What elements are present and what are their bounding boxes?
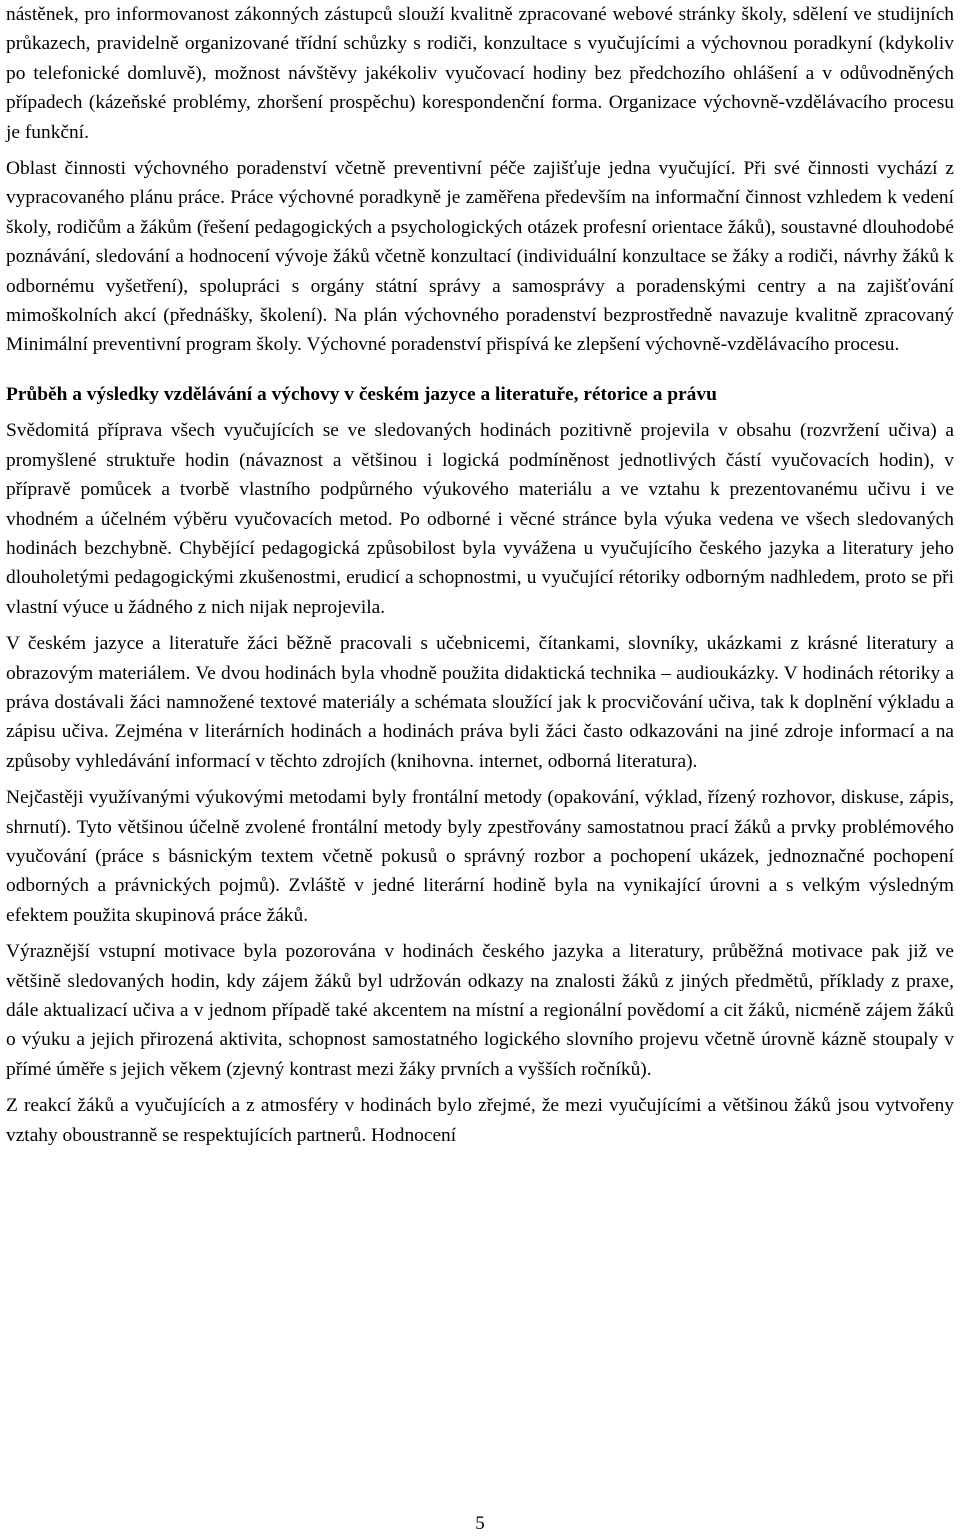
paragraph-counseling: Oblast činnosti výchovného poradenství včetně preventivní péče zajišťuje jedna vyučující. Při své činnosti vychází z vypracovaného plánu práce. Práce výchovné poradkyně je zaměřena především na informační činnost vzhledem k vedení školy, rodičům a žákům (řešení pedagogických a psychologických otázek profesní orientace žáků), soustavné dlouhodobé poznávání, sledování a hodnocení vývoje žáků včetně konzultací (individuální konzultace se žáky a rodiči, návrhy žáků k odbornému vyšetření), spolupráci s orgány státní správy a samosprávy a poradenskými centry a na zajišťování mimoškolních akcí (přednášky, školení). Na plán výchovného poradenství bezprostředně navazuje kvalitně zpracovaný Minimální preventivní program školy. Výchovné poradenství přispívá ke zlepšení výchovně-vzdělávacího procesu.: [6, 158, 954, 356]
paragraph-school-communication: nástěnek, pro informovanost zákonných zástupců slouží kvalitně zpracované webové stránky školy, sdělení ve studijních průkazech, pravidelně organizované třídní schůzky s rodiči, konzultace s vyučujícími a výchovnou poradkyní (kdykoliv po telefonické domluvě), možnost návštěvy jakékoliv vyučovací hodiny bez předchozího ohlášení a v odůvodněných případech (kázeňské problémy, zhoršení prospěchu) korespondenční forma. Organizace výchovně-vzdělávacího procesu je funkční.: [6, 4, 954, 143]
paragraph-motivation: Výraznější vstupní motivace byla pozorována v hodinách českého jazyka a literatury, průběžná motivace pak již ve většině sledovaných hodin, kdy zájem žáků byl udržován odkazy na znalosti žáků z jiných předmětů, příklady z praxe, dále aktualizací učiva a v jednom případě také akcentem na místní a regionální povědomí a cit žáků, nicméně zájem žáků o výuku a jejich přirozená aktivita, schopnost samostatného logického slovního projevu včetně úrovně kázně stoupaly v přímé úměře s jejich věkem (zjevný kontrast mezi žáky prvních a vyšších ročníků).: [6, 941, 954, 1080]
paragraph-methods: Nejčastěji využívanými výukovými metodami byly frontální metody (opakování, výklad, řízený rozhovor, diskuse, zápis, shrnutí). Tyto většinou účelně zvolené frontální metody byly zpestřovány samostatnou prací žáků a prvky problémového vyučování (práce s básnickým textem včetně pokusů o správný rozbor a pochopení ukázek, jednoznačné pochopení odborných a právnických pojmů). Zvláště v jedné literární hodině byla na vynikající úrovni a s velkým výsledným efektem použita skupinová práce žáků.: [6, 787, 954, 926]
page-number: 5: [475, 1513, 485, 1534]
paragraph-materials: V českém jazyce a literatuře žáci běžně pracovali s učebnicemi, čítankami, slovníky, ukázkami z krásné literatury a obrazovým materiálem. Ve dvou hodinách byla vhodně použita didaktická technika – audioukázky. V hodinách rétoriky a práva dostávali žáci namnožené textové materiály a schémata sloužící jak k procvičování učiva, tak k doplnění výkladu a zápisu učiva. Zejména v literárních hodinách a hodinách práva byli žáci často odkazováni na jiné zdroje informací a na způsoby vyhledávání informací v těchto zdrojích (knihovna. internet, odborná literatura).: [6, 633, 954, 772]
paragraph-preparation: Svědomitá příprava všech vyučujících se ve sledovaných hodinách pozitivně projevila v obsahu (rozvržení učiva) a promyšlené struktuře hodin (návaznost a většinou i logická podmíněnost jednotlivých částí vyučovacích hodin), v přípravě pomůcek a tvorbě vlastního podpůrného výukového materiálu a ve vztahu k prezentovanému učivu i ve vhodném a účelném výběru vyučovacích metod. Po odborné i věcné stránce byla výuka vedena ve všech sledovaných hodinách bezchybně. Chybějící pedagogická způsobilost byla vyvážena u vyučujícího českého jazyka a literatury jeho dlouholetými pedagogickými zkušenostmi, erudicí a schopnostmi, u vyučující rétoriky odborným nadhledem, proto se při vlastní výuce u žádného z nich nijak neprojevila.: [6, 420, 954, 618]
section-heading: Průběh a výsledky vzdělávání a výchovy v českém jazyce a literatuře, rétorice a právu: [6, 383, 717, 405]
paragraph-relations: Z reakcí žáků a vyučujících a z atmosféry v hodinách bylo zřejmé, že mezi vyučujícími a většinou žáků jsou vytvořeny vztahy oboustranně se respektujících partnerů. Hodnocení: [6, 1095, 954, 1146]
